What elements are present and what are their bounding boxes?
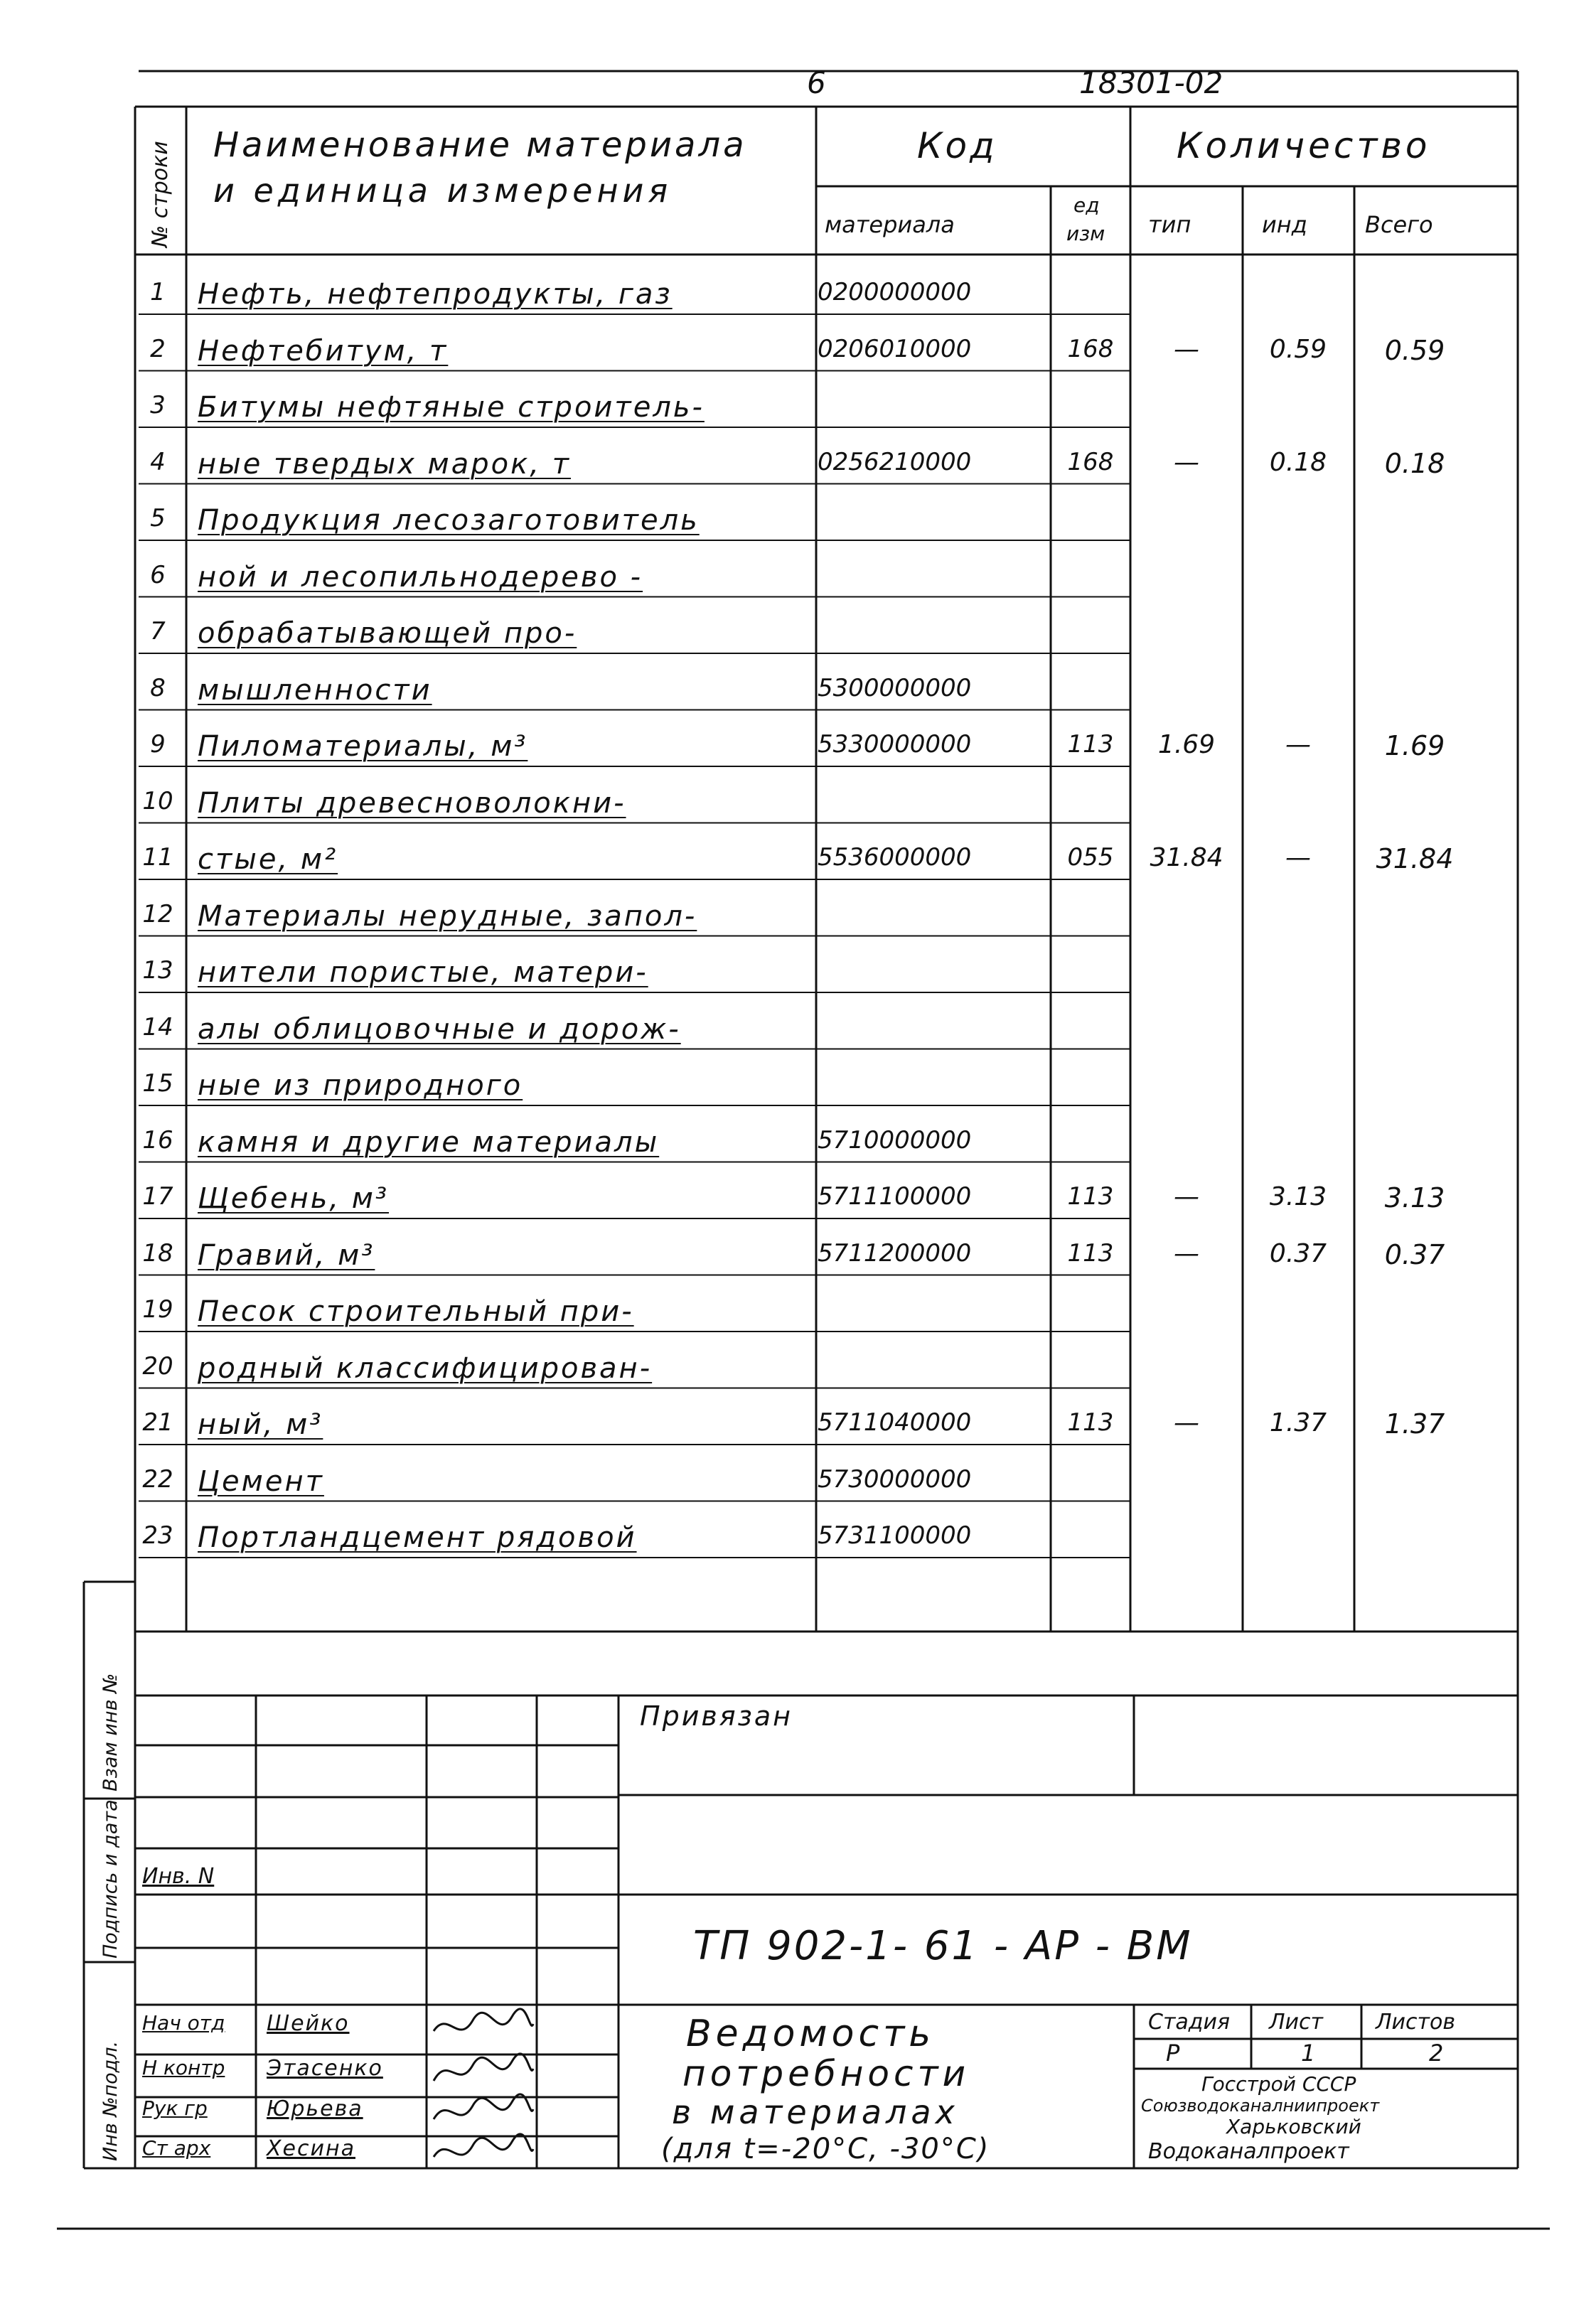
cell-n: 16 [142, 1125, 173, 1154]
org-line-1: Госстрой СССР [1201, 2072, 1356, 2096]
cell-name: ные твердых марок, т [198, 447, 571, 481]
cell-name: Щебень, м³ [198, 1182, 390, 1215]
cell-code: 0256210000 [818, 447, 972, 476]
cell-name: Цемент [198, 1464, 324, 1498]
cell-n: 7 [150, 617, 166, 645]
cell-n: 4 [150, 447, 166, 476]
cell-name: Портландцемент рядовой [198, 1521, 637, 1554]
cell-typ: — [1174, 1408, 1199, 1437]
inventory-number-label: Инв. N [142, 1864, 215, 1889]
cell-name: камня и другие материалы [198, 1125, 660, 1159]
cell-name: Пиломатериалы, м³ [198, 730, 528, 763]
cell-name: Песок строительный при- [198, 1295, 634, 1328]
cell-n: 20 [142, 1351, 173, 1381]
stage-label: Стадия [1148, 2010, 1231, 2035]
title-line-4: (для t=-20°C, -30°C) [661, 2133, 990, 2165]
cell-name: алы облицовочные и дорож- [198, 1012, 681, 1046]
cell-code: 5300000000 [818, 673, 972, 702]
sheets-label: Листов [1376, 2010, 1456, 2035]
cell-name: ный, м³ [198, 1408, 323, 1441]
cell-n: 3 [150, 391, 166, 419]
staff-name: Этасенко [267, 2056, 383, 2081]
cell-n: 14 [142, 1012, 173, 1041]
cell-name: стые, м² [198, 843, 338, 876]
sheet-label: Лист [1269, 2010, 1324, 2035]
signature-scribble [430, 2131, 537, 2174]
header-quantity: Количество [1177, 125, 1431, 166]
cell-ind: 0.37 [1269, 1238, 1327, 1268]
cell-n: 5 [150, 504, 166, 532]
header-row-number: № строки [148, 141, 173, 247]
title-line-2: потребности [682, 2053, 970, 2094]
cell-n: 21 [142, 1408, 173, 1437]
cell-name: родный классифицирован- [198, 1351, 653, 1385]
cell-total: 0.18 [1384, 447, 1445, 479]
cell-name: ной и лесопильнодерево - [198, 560, 643, 594]
cell-ind: 0.59 [1269, 334, 1327, 364]
cell-typ: — [1174, 1182, 1199, 1211]
cell-unit: 168 [1067, 447, 1114, 476]
cell-code: 0200000000 [818, 278, 972, 306]
cell-code: 5731100000 [818, 1521, 972, 1550]
cell-unit: 113 [1067, 1238, 1114, 1268]
cell-n: 11 [142, 843, 173, 872]
cell-n: 17 [142, 1182, 173, 1211]
cell-n: 6 [150, 560, 166, 589]
header-name-line2: и единица измерения [213, 171, 673, 210]
cell-n: 9 [150, 730, 166, 759]
cell-total: 1.37 [1384, 1408, 1445, 1440]
stage-value: Р [1166, 2040, 1180, 2067]
staff-role: Нач отд [142, 2011, 225, 2035]
cell-name: Гравий, м³ [198, 1238, 375, 1272]
signature-scribble [430, 2091, 537, 2134]
title-line-1: Ведомость [686, 2013, 936, 2055]
cell-code: 5710000000 [818, 1125, 972, 1154]
cell-n: 2 [150, 334, 166, 363]
privyazan-label: Привязан [640, 1700, 793, 1732]
cell-code: 5711200000 [818, 1238, 972, 1268]
staff-role: Н контр [142, 2056, 225, 2079]
sheets-value: 2 [1429, 2040, 1444, 2067]
cell-code: 0206010000 [818, 334, 972, 363]
cell-n: 13 [142, 956, 173, 985]
header-q-total: Всего [1365, 211, 1433, 238]
cell-typ: — [1174, 447, 1199, 477]
staff-role: Рук гр [142, 2096, 208, 2120]
cell-total: 1.69 [1384, 730, 1445, 761]
signature-scribble [430, 2006, 537, 2049]
cell-code: 5711100000 [818, 1182, 972, 1211]
signature-scribble [430, 2051, 537, 2094]
cell-code: 5711040000 [818, 1408, 972, 1437]
cell-typ: 31.84 [1150, 843, 1223, 872]
org-line-3: Харьковский [1226, 2115, 1361, 2138]
cell-ind: — [1285, 730, 1311, 759]
cell-total: 31.84 [1376, 843, 1454, 874]
header-code-unit-1: ед [1073, 193, 1100, 217]
cell-n: 23 [142, 1521, 173, 1550]
staff-name: Юрьева [267, 2096, 363, 2121]
document-designation: ТП 902-1- 61 - АР - ВМ [693, 1923, 1193, 1969]
org-line-4: Водоканалпроект [1148, 2139, 1349, 2164]
cell-unit: 055 [1067, 843, 1114, 872]
header-code: Код [917, 125, 997, 166]
org-line-2: Союзводоканалниипроект [1141, 2096, 1380, 2116]
cell-name: Продукция лесозаготовитель [198, 504, 700, 537]
cell-name: Битумы нефтяные строитель- [198, 391, 705, 424]
cell-n: 18 [142, 1238, 173, 1268]
cell-ind: 1.37 [1269, 1408, 1327, 1437]
staff-name: Шейко [267, 2011, 350, 2036]
cell-name: Нефть, нефтепродукты, газ [198, 278, 673, 311]
header-code-unit-2: изм [1066, 222, 1105, 245]
cell-typ: — [1174, 1238, 1199, 1268]
cell-ind: 3.13 [1269, 1182, 1327, 1211]
cell-unit: 113 [1067, 730, 1114, 759]
cell-typ: 1.69 [1157, 730, 1216, 759]
cell-name: мышленности [198, 673, 432, 707]
cell-unit: 113 [1067, 1408, 1114, 1437]
cell-ind: 0.18 [1269, 447, 1327, 477]
header-q-typ: тип [1148, 211, 1191, 238]
cell-name: Материалы нерудные, запол- [198, 899, 697, 933]
document-number: 18301-02 [1079, 65, 1223, 100]
cell-n: 19 [142, 1295, 173, 1324]
cell-name: обрабатывающей про- [198, 617, 577, 650]
side-label-podpis: Подпись и дата [100, 1799, 122, 1959]
cell-typ: — [1174, 334, 1199, 364]
header-code-material: материала [825, 211, 955, 238]
cell-name: Нефтебитум, т [198, 334, 449, 368]
cell-name: Плиты древесноволокни- [198, 786, 626, 820]
cell-n: 22 [142, 1464, 173, 1494]
side-label-vzam: Взам инв № [100, 1673, 122, 1791]
cell-name: нители пористые, матери- [198, 956, 648, 989]
cell-total: 0.37 [1384, 1238, 1445, 1270]
staff-name: Хесина [267, 2136, 355, 2161]
cell-n: 15 [142, 1069, 173, 1098]
title-line-3: в материалах [672, 2093, 959, 2131]
cell-n: 12 [142, 899, 173, 928]
cell-code: 5536000000 [818, 843, 972, 872]
sheet-value: 1 [1301, 2040, 1316, 2067]
page-number: 6 [807, 65, 826, 100]
cell-code: 5330000000 [818, 730, 972, 759]
cell-ind: — [1285, 843, 1311, 872]
header-name-line1: Наименование материала [213, 125, 747, 165]
staff-role: Ст арх [142, 2136, 211, 2160]
cell-n: 1 [150, 278, 166, 306]
cell-total: 0.59 [1384, 334, 1445, 366]
cell-name: ные из природного [198, 1069, 523, 1102]
cell-n: 8 [150, 673, 166, 702]
cell-unit: 113 [1067, 1182, 1114, 1211]
cell-code: 5730000000 [818, 1464, 972, 1494]
header-q-ind: инд [1262, 211, 1307, 238]
cell-total: 3.13 [1384, 1182, 1445, 1214]
side-label-inv: Инв №подл. [100, 2040, 122, 2161]
cell-unit: 168 [1067, 334, 1114, 363]
cell-n: 10 [142, 786, 173, 815]
